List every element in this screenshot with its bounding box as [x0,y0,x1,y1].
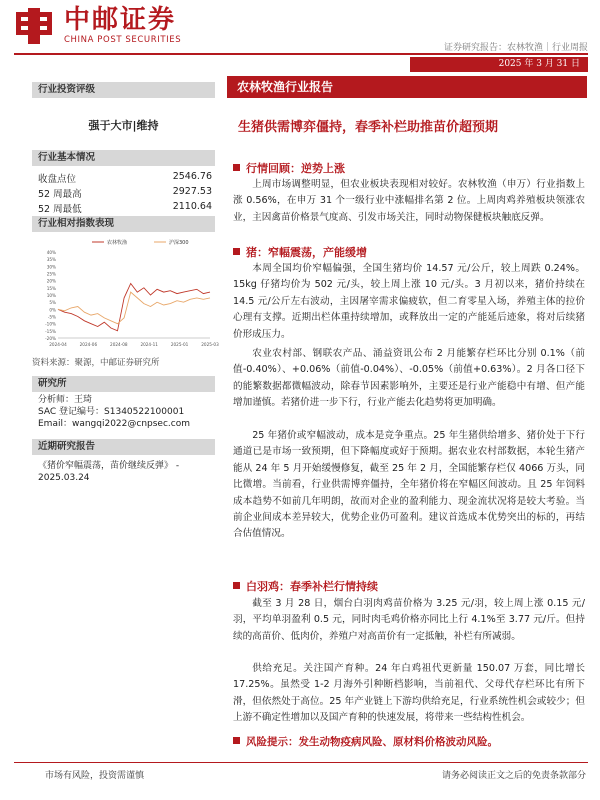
footer-disclaimer: 市场有风险，投资需谨慎 [45,771,145,781]
paragraph: 上周市场调整明显，但农业板块表现相对较好。农林牧渔（申万）行业指数上涨 0.56%，在申万 31 个一级行业中涨幅排名第 2 位。上周肉鸡养殖板块领涨农业，主因禽苗价格景气度高、引发市场关注，同时动物保健板块触底反弹。 [233,179,585,223]
bullet-icon [233,164,240,171]
footer-divider [14,762,588,763]
basics-value: 2927.53 [172,186,212,197]
sector-banner: 农林牧渔行业报告 [227,76,587,98]
basics-label: 52 周最低 [38,204,82,215]
chart-source: 资料来源：聚源，中邮证券研究所 [32,358,160,368]
x-tick-label: 2025-01 [170,342,189,347]
document-type: 证券研究报告：农林牧渔｜行业周报 [443,43,588,53]
section-heading [233,578,588,594]
y-tick-label: 0% [49,307,56,313]
y-tick-label: 30% [46,264,56,270]
company-logo [14,6,229,46]
risk-warning-text: 风险提示：发生动物疫病风险、原材料价格波动风险。 [246,736,498,748]
report-date: 2025 年 3 月 31 日 [410,57,588,72]
section-heading-text: 白羽鸡：春季补栏行情持续 [246,580,378,593]
y-tick-label: -15% [45,328,56,334]
paragraph: 本周全国均价窄幅偏强，全国生猪均价 14.57 元/公斤，较上周跌 0.24%。15kg 仔猪均价为 502 元/头，较上周上涨 10 元/头。3 月初以来，猪价持续在 14.5 元/公斤左右波动，主因屠宰需求偏疲软，但二育零星入场，养殖主体的拉价心理有支撑。近期出栏体重持续增加，或释放出一定的产能延后迹象，将对后续猪价形成压力。 [233,263,585,340]
analyst-sac-number: SAC 登记编号：S1340522100001 [38,407,185,417]
industry-rating: 强于大市|维持 [88,119,159,132]
analyst-section-title: 研究所 [32,376,215,392]
y-tick-label: 25% [46,271,56,277]
x-tick-label: 2025-03 [201,342,219,347]
y-tick-label: -10% [45,321,56,327]
header-divider [14,53,588,55]
basics-label: 52 周最高 [38,189,82,200]
recent-report-link[interactable]: 《猪价窄幅震荡，苗价继续反弹》 - 2025.03.24 [38,461,180,483]
chart-section-title: 行业相对指数表现 [32,216,215,232]
x-tick-label: 2024-11 [140,342,158,347]
section-heading [233,160,588,176]
section-heading-text: 行情回顾：逆势上涨 [246,162,345,175]
y-tick-label: 15% [46,285,56,291]
basics-section-title: 行业基本情况 [32,150,215,166]
y-tick-label: 5% [49,300,56,306]
relative-index-chart [32,234,219,354]
basics-row [38,201,212,215]
footer-note: 请务必阅读正文之后的免责条款部分 [441,771,586,781]
bullet-icon [233,737,240,744]
y-tick-label: -20% [45,336,56,341]
report-title: 生猪供需博弈僵持，春季补栏助推苗价超预期 [238,120,499,135]
recent-reports-title: 近期研究报告 [32,439,215,455]
paragraph: 截至 3 月 28 日，烟台白羽肉鸡苗价格为 3.25 元/羽，较上周上涨 0.15 元/羽，平均单羽盈利 0.5 元，同时肉毛鸡价格亦同比上行 4.1%至 3.77 元/斤。但持续的高苗价、低肉价，养殖户对高苗价有一定抵触，补栏有所减弱。 [233,598,585,642]
section-heading [233,244,588,260]
y-tick-label: 35% [46,257,56,263]
bullet-icon [233,248,240,255]
risk-warning [233,734,588,749]
bullet-icon [233,582,240,589]
basics-label: 收盘点位 [38,174,77,185]
series-line [58,284,210,331]
analyst-name: 分析师：王琦 [38,395,93,405]
china-post-logo-icon [14,6,54,46]
y-tick-label: 10% [46,293,56,298]
x-tick-label: 2024-06 [79,342,98,347]
x-tick-label: 2024-08 [110,342,128,347]
rating-section-title: 行业投资评级 [32,82,215,98]
y-tick-label: -5% [47,314,56,320]
paragraph: 供给充足。关注国产育种。24 年白鸡祖代更新量 150.07 万套，同比增长 17.25%。虽然受 1-2 月海外引种断档影响，当前祖代、父母代存栏环比有所下滑，但依然处于高位。25 年产业链上下游均供给充足，行业系统性机会或较少；但上游不确定性增加以及国产育种的快速发展，将带来一些结构性机会。 [233,663,585,724]
y-tick-label: 40% [46,250,56,255]
paragraph: 农业农村部、钢联农产品、涌益资讯公布 2 月能繁存栏环比分别 0.1%（前值-0.40%）、+0.06%（前值-0.04%）、-0.05%（前值+0.63%）。2 月各口径下的能繁数据都微幅波动，除春节因素影响外，主要还是行业产能稳中有增、但产能增加谨慎。若猪价进一步下行，行业产能去化趋势将更加明确。 [233,348,585,409]
legend-label: 沪深300 [169,240,189,246]
basics-row [38,171,212,185]
basics-row [38,186,212,200]
basics-value: 2546.76 [172,171,212,182]
x-tick-label: 2024-04 [49,342,67,347]
logo-chinese-name: 中邮证券 [64,5,177,35]
y-tick-label: 20% [46,278,56,284]
basics-value: 2110.64 [172,201,212,212]
paragraph: 25 年猪价或窄幅波动，成本是竞争重点。25 年生猪供给增多、猪价处于下行通道已是市场一致预期，但下降幅度或好于预期。据农业农村部数据，本轮生猪产能从 24 年 5 月开始缓慢修复，截至 25 年 2 月，全国能繁存栏仅 4066 万头，同比微增。当前看，行业供需博弈僵持，全年猪价将在窄幅区间波动。且 25 年饲料成本趋势不如前几年明朗，故而对企业的盈利能力、现金流状况将是较大考验。当前企业间成本差异较大，优势企业仍可盈利。建议首选成本优势突出的标的，再结合估值情况。 [233,430,585,540]
analyst-email: Email：wangqi2022@cnpsec.com [38,419,191,429]
logo-english-name: CHINA POST SECURITIES [64,35,182,45]
section-heading-text: 猪：窄幅震荡，产能缓增 [246,246,367,259]
legend-label: 农林牧渔 [107,240,128,246]
